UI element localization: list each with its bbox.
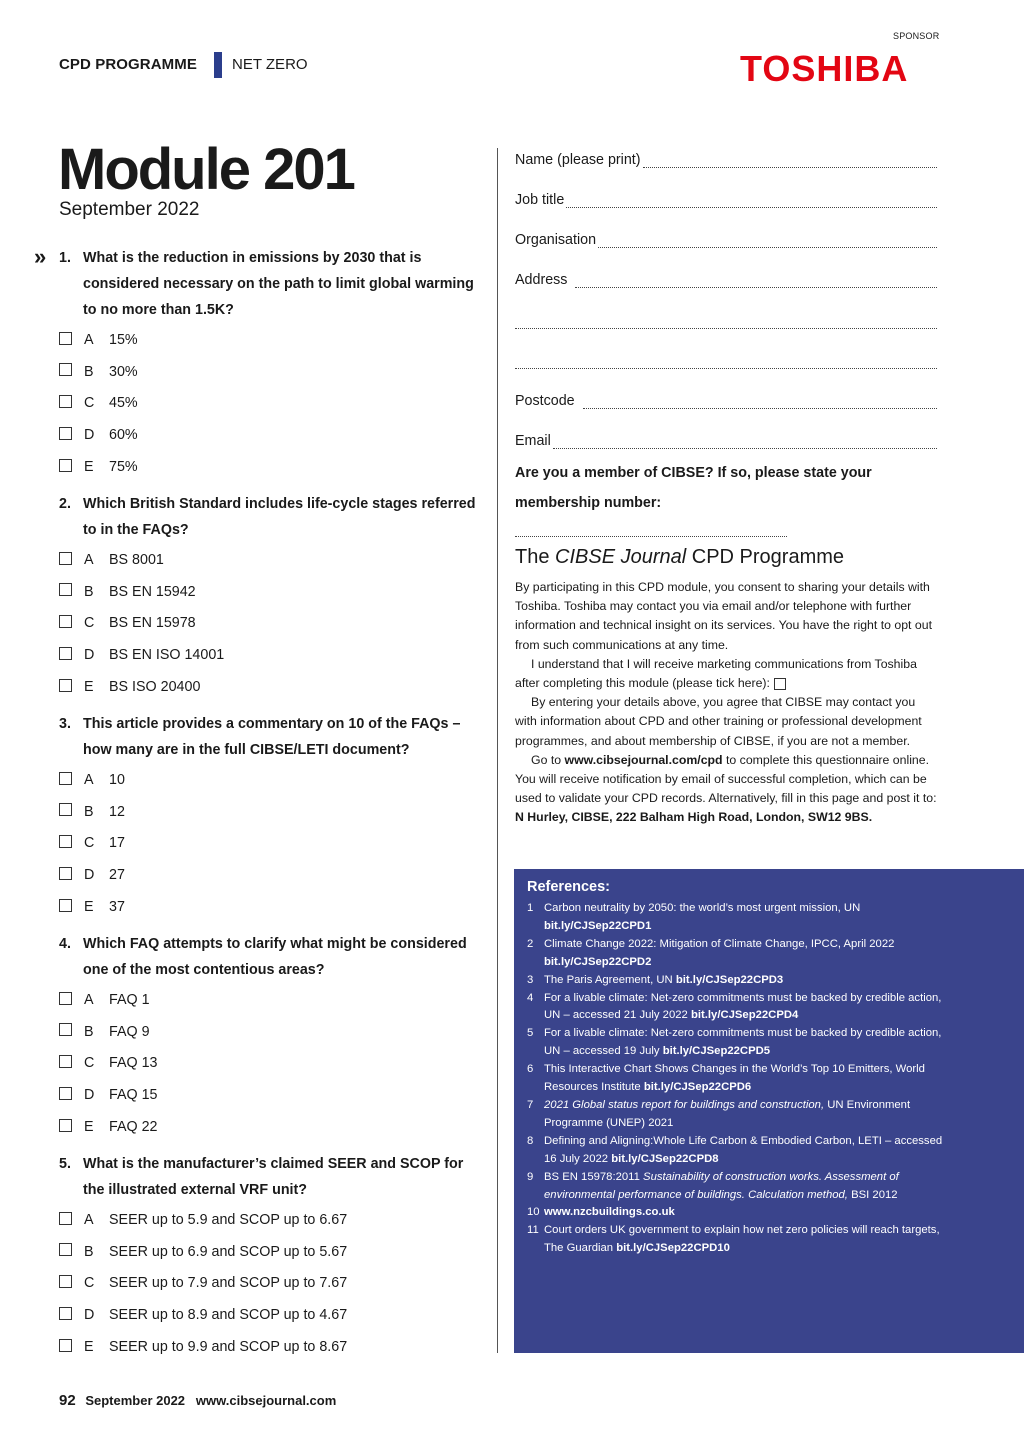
answer-option[interactable] [59, 1053, 157, 1073]
answer-checkbox[interactable] [59, 1023, 72, 1036]
address-line-1[interactable] [575, 273, 937, 288]
answer-text: BS EN 15978 [109, 615, 196, 632]
toshiba-logo: TOSHIBA [740, 48, 909, 89]
reference-text [544, 1061, 947, 1097]
answer-checkbox[interactable] [59, 1275, 72, 1288]
cpd-marketing-paragraph: I understand that I will receive marketing communications from Toshiba after completing this module (please tick here): [515, 656, 917, 691]
reference-number: 11 [527, 1224, 539, 1237]
question-text: What is the manufacturer’s claimed SEER and SCOP for the illustrated external VRF unit? [83, 1156, 464, 1198]
question-4 [59, 931, 484, 983]
reference-item [527, 900, 947, 936]
reference-text [544, 936, 947, 972]
answer-text: SEER up to 6.9 and SCOP up to 5.67 [109, 1243, 348, 1260]
reference-number: 6 [527, 1063, 534, 1076]
page-number: 92 [59, 1392, 76, 1409]
answer-letter: C [84, 395, 95, 412]
answer-text: 60% [109, 427, 138, 444]
question-number: 4. [59, 936, 71, 952]
membership-number-label: membership number: [515, 495, 662, 511]
answer-option[interactable] [59, 990, 150, 1010]
references-heading: References: [527, 879, 611, 895]
answer-option[interactable] [59, 550, 164, 570]
answer-checkbox[interactable] [59, 1243, 72, 1256]
answer-letter: D [84, 867, 95, 884]
reference-link[interactable]: bit.ly/CJSep22CPD3 [675, 973, 784, 986]
question-1 [59, 245, 484, 323]
membership-question [515, 458, 937, 548]
cpd-consent-paragraph: By participating in this CPD module, you consent to sharing your details with Toshiba. Toshiba may contact you via email and/or telephone with further information and technical insight on its services. You have the right to opt out from such communications at any time. [515, 580, 932, 652]
reference-item [527, 1169, 947, 1205]
reference-text [544, 972, 947, 990]
answer-letter: B [84, 583, 94, 600]
answer-text: FAQ 9 [109, 1023, 150, 1040]
answer-checkbox[interactable] [59, 459, 72, 472]
postcode-label: Postcode [515, 393, 575, 409]
address-field-3[interactable] [515, 349, 937, 369]
reference-number: 2 [527, 937, 534, 950]
reference-item [527, 990, 947, 1026]
answer-option[interactable] [59, 802, 125, 822]
job-line[interactable] [566, 193, 937, 208]
name-field[interactable] [515, 148, 937, 168]
answer-text: FAQ 1 [109, 992, 150, 1008]
answer-option[interactable] [59, 833, 125, 853]
chevron-double-right-icon: » [34, 244, 47, 269]
section-label: NET ZERO [232, 56, 308, 73]
question-text: What is the reduction in emissions by 2030 that is considered necessary on the path to limit global warming to no more than 1.5K? [83, 250, 474, 318]
email-label: Email [515, 433, 551, 449]
answer-checkbox[interactable] [59, 1055, 72, 1068]
answer-text: 15% [109, 332, 138, 348]
answer-letter: A [84, 332, 94, 348]
answer-option[interactable] [59, 1305, 347, 1325]
sponsor-label: SPONSOR [893, 31, 940, 41]
answer-text: SEER up to 9.9 and SCOP up to 8.67 [109, 1338, 348, 1355]
answer-letter: D [84, 427, 95, 444]
postal-address: N Hurley, CIBSE, 222 Balham High Road, London, SW12 9BS. [515, 810, 873, 825]
answer-option[interactable] [59, 897, 125, 917]
answer-option[interactable] [59, 1337, 347, 1357]
reference-it: Sustainability of construction works. Assessment of environmental performance of buildings. Calculation method, [544, 1170, 899, 1201]
reference-it: 2021 Global status report for buildings and construction, [544, 1098, 825, 1111]
answer-option[interactable] [59, 613, 196, 633]
answer-checkbox[interactable] [59, 615, 72, 628]
reference-pre: For a livable climate: Net-zero commitments must be backed by credible action, UN – accessed 21 July 2022 [544, 991, 942, 1022]
question-number: 1. [59, 250, 71, 266]
module-date: September 2022 [59, 199, 200, 220]
reference-text [544, 900, 947, 936]
answer-option[interactable] [59, 393, 138, 413]
answer-checkbox[interactable] [59, 1212, 72, 1225]
reference-pre: Court orders UK government to explain how net zero policies will reach targets, The Guardian [544, 1224, 940, 1255]
reference-link[interactable]: www.nzcbuildings.co.uk [544, 1206, 675, 1219]
answer-text: 12 [109, 803, 125, 820]
answer-letter: D [84, 1087, 95, 1104]
answer-option[interactable] [59, 770, 125, 790]
answer-text: BS 8001 [109, 552, 164, 568]
name-line[interactable] [643, 153, 937, 168]
answer-letter: D [84, 647, 95, 664]
answer-letter: A [84, 772, 94, 788]
address-field[interactable] [515, 268, 937, 288]
name-label: Name (please print) [515, 152, 641, 168]
reference-text [544, 1222, 947, 1258]
reference-text [544, 1133, 947, 1169]
reference-item [527, 1204, 947, 1222]
answer-option[interactable] [59, 1117, 157, 1137]
cpd-instructions-paragraph: Go to www.cibsejournal.com/cpd to complete this questionnaire online. You will receive notification by email of successful completion, which can be used to validate your CPD records. Alternatively, fill in this page and post it to: N Hurley, CIBSE, 222 Balham High Road, London, SW12 9BS. [515, 752, 937, 825]
reference-item [527, 1025, 947, 1061]
answer-text: 10 [109, 772, 125, 788]
reference-number: 3 [527, 973, 534, 986]
address-line-3[interactable] [515, 354, 937, 369]
answer-checkbox[interactable] [59, 395, 72, 408]
address-line-2[interactable] [515, 314, 937, 329]
answer-checkbox[interactable] [59, 1087, 72, 1100]
question-text: Which FAQ attempts to clarify what might be considered one of the most contentious areas? [83, 936, 467, 978]
email-field[interactable] [515, 429, 937, 449]
module-title: Module 201 [58, 137, 354, 202]
column-divider [497, 148, 498, 1353]
answer-letter: A [84, 1212, 94, 1228]
cpd-body [515, 578, 940, 828]
answer-letter: E [84, 1118, 94, 1135]
references-box [514, 869, 1024, 1353]
footer-site-link[interactable]: www.cibsejournal.com [195, 1393, 337, 1408]
postcode-line[interactable] [583, 394, 937, 409]
answer-letter: B [84, 803, 94, 820]
reference-link[interactable]: bit.ly/CJSep22CPD5 [662, 1045, 771, 1058]
answer-checkbox[interactable] [59, 835, 72, 848]
organisation-label: Organisation [515, 232, 597, 248]
cpd-url-link[interactable]: www.cibsejournal.com/cpd [564, 752, 723, 767]
answer-option[interactable] [59, 1273, 347, 1293]
answer-letter: B [84, 1243, 94, 1260]
answer-checkbox[interactable] [59, 1307, 72, 1320]
page-footer [59, 1392, 336, 1409]
answer-option[interactable] [59, 425, 138, 445]
answer-text: SEER up to 5.9 and SCOP up to 6.67 [109, 1212, 348, 1228]
reference-pre: The Paris Agreement, UN [544, 973, 676, 986]
email-line[interactable] [553, 434, 937, 449]
reference-link[interactable]: bit.ly/CJSep22CPD4 [690, 1009, 799, 1022]
answer-text: 30% [109, 363, 138, 380]
answer-letter: E [84, 1338, 94, 1355]
answer-letter: B [84, 1023, 94, 1040]
answer-text: 75% [109, 458, 138, 475]
postcode-field[interactable] [515, 389, 937, 409]
answer-letter: C [84, 615, 95, 632]
reference-number: 8 [527, 1134, 534, 1147]
reference-post: UN Environment Programme (UNEP) 2021 [544, 1098, 911, 1129]
organisation-line[interactable] [598, 233, 937, 248]
answer-letter: C [84, 1055, 95, 1072]
reference-text [544, 990, 947, 1026]
job-label: Job title [515, 192, 565, 208]
membership-question-text: Are you a member of CIBSE? If so, please state your [515, 465, 872, 481]
answer-text: BS EN 15942 [109, 583, 196, 600]
reference-number: 5 [527, 1027, 534, 1040]
reference-item [527, 972, 947, 990]
answer-option[interactable] [59, 457, 138, 477]
question-number: 5. [59, 1156, 71, 1172]
answer-option[interactable] [59, 677, 200, 697]
answer-letter: A [84, 552, 94, 568]
answer-checkbox[interactable] [59, 332, 72, 345]
address-field-2[interactable] [515, 309, 937, 329]
answer-option[interactable] [59, 645, 224, 665]
reference-pre: This Interactive Chart Shows Changes in the World’s Top 10 Emitters, World Resources Institute [544, 1063, 925, 1094]
answer-checkbox[interactable] [59, 992, 72, 1005]
answer-checkbox[interactable] [59, 583, 72, 596]
reference-item [527, 1097, 947, 1133]
answer-letter: C [84, 835, 95, 852]
cpd-heading: The CIBSE Journal CPD Programme [515, 546, 845, 568]
answer-checkbox[interactable] [59, 1119, 72, 1132]
answer-letter: C [84, 1275, 95, 1292]
question-2 [59, 491, 484, 543]
membership-number-line[interactable] [515, 522, 787, 537]
reference-text [544, 1169, 947, 1205]
question-text: Which British Standard includes life-cycle stages referred to in the FAQs? [83, 496, 476, 538]
question-5 [59, 1151, 484, 1203]
reference-item [527, 936, 947, 972]
answer-text: FAQ 13 [109, 1055, 158, 1072]
answer-text: 27 [109, 867, 125, 884]
question-number: 3. [59, 716, 71, 732]
reference-item [527, 1133, 947, 1169]
answer-text: FAQ 22 [109, 1118, 158, 1135]
reference-pre: Defining and Aligning:Whole Life Carbon & Embodied Carbon, LETI – accessed 16 July 2022 [544, 1134, 943, 1165]
reference-pre: Climate Change 2022: Mitigation of Climate Change, IPCC, April 2022 [544, 937, 895, 950]
answer-checkbox[interactable] [59, 427, 72, 440]
reference-link[interactable]: bit.ly/CJSep22CPD6 [643, 1081, 752, 1094]
answer-text: SEER up to 7.9 and SCOP up to 7.67 [109, 1275, 348, 1292]
cpd-contact-paragraph: By entering your details above, you agree that CIBSE may contact you with information about CPD and other training or professional development programmes, and about membership of CIBSE, if you are not a member. [515, 695, 922, 748]
reference-post: BSI 2012 [847, 1188, 898, 1201]
marketing-consent-checkbox[interactable] [774, 678, 786, 690]
reference-pre: Carbon neutrality by 2050: the world’s most urgent mission, UN [544, 902, 861, 914]
reference-number: 9 [527, 1170, 534, 1183]
answer-text: BS EN ISO 14001 [109, 647, 225, 664]
question-number: 2. [59, 496, 71, 512]
answer-option[interactable] [59, 330, 138, 350]
answer-checkbox[interactable] [59, 647, 72, 660]
reference-number: 10 [527, 1206, 540, 1219]
answer-letter: D [84, 1307, 95, 1324]
question-3 [59, 711, 484, 763]
organisation-field[interactable] [515, 228, 937, 248]
answer-option[interactable] [59, 1085, 157, 1105]
reference-pre: For a livable climate: Net-zero commitments must be backed by credible action, UN – accessed 19 July [544, 1027, 942, 1058]
answer-text: FAQ 15 [109, 1087, 158, 1104]
answer-letter: E [84, 898, 94, 915]
answer-option[interactable] [59, 1242, 347, 1262]
reference-text [544, 1204, 947, 1222]
question-text: This article provides a commentary on 10 of the FAQs – how many are in the full CIBSE/LETI document? [83, 716, 461, 758]
reference-number: 7 [527, 1098, 534, 1111]
answer-checkbox[interactable] [59, 363, 72, 376]
answer-option[interactable] [59, 865, 125, 885]
answer-option[interactable] [59, 582, 196, 602]
answer-checkbox[interactable] [59, 772, 72, 785]
answer-letter: B [84, 363, 94, 380]
answer-checkbox[interactable] [59, 552, 72, 565]
header-divider-bar [214, 52, 222, 78]
reference-text [544, 1025, 947, 1061]
answer-option[interactable] [59, 1210, 347, 1230]
footer-date: September 2022 [85, 1393, 186, 1408]
answer-checkbox[interactable] [59, 867, 72, 880]
reference-link[interactable]: bit.ly/CJSep22CPD1 [544, 919, 652, 932]
answer-checkbox[interactable] [59, 803, 72, 816]
answer-text: BS ISO 20400 [109, 678, 201, 695]
answer-checkbox[interactable] [59, 679, 72, 692]
answer-checkbox[interactable] [59, 899, 72, 912]
answer-letter: E [84, 458, 94, 475]
reference-item [527, 1222, 947, 1258]
reference-pre: BS EN 15978:2011 [544, 1170, 644, 1183]
reference-item [527, 1061, 947, 1097]
answer-text: 37 [109, 898, 125, 915]
reference-link[interactable]: bit.ly/CJSep22CPD8 [611, 1152, 719, 1165]
answer-text: 17 [109, 835, 125, 852]
reference-number: 1 [527, 902, 534, 914]
answer-letter: A [84, 992, 94, 1008]
reference-number: 4 [527, 991, 534, 1004]
answer-text: 45% [109, 395, 138, 412]
job-field[interactable] [515, 188, 937, 208]
answer-text: SEER up to 8.9 and SCOP up to 4.67 [109, 1307, 348, 1324]
answer-checkbox[interactable] [59, 1339, 72, 1352]
reference-text [544, 1097, 947, 1133]
programme-label: CPD PROGRAMME [59, 56, 197, 73]
reference-link[interactable]: bit.ly/CJSep22CPD2 [544, 955, 652, 968]
answer-option[interactable] [59, 1022, 150, 1042]
answer-option[interactable] [59, 362, 138, 382]
address-label: Address [515, 272, 568, 288]
references-list [527, 900, 947, 1258]
answer-letter: E [84, 678, 94, 695]
reference-link[interactable]: bit.ly/CJSep22CPD10 [616, 1242, 730, 1255]
